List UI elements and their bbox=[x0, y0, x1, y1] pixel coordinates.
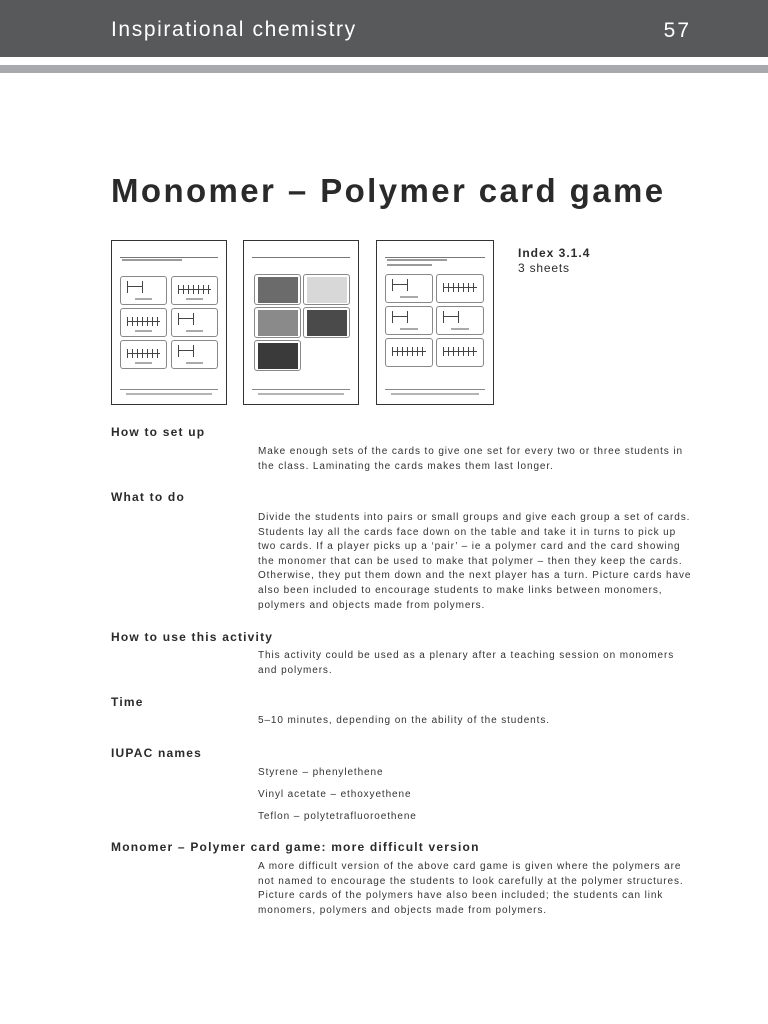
card-monomer bbox=[436, 306, 484, 335]
section-body-how-to-use: This activity could be used as a plenary after a teaching session on monomers and polymers. bbox=[258, 650, 675, 676]
section-body-time: 5–10 minutes, depending on the ability of the students. bbox=[258, 715, 550, 726]
card-polymer bbox=[436, 338, 484, 367]
book-title: Inspirational chemistry bbox=[111, 18, 357, 41]
index-number: Index 3.1.4 bbox=[518, 246, 591, 260]
iupac-name-item: Styrene – phenylethene bbox=[258, 767, 384, 778]
card-monomer bbox=[120, 276, 167, 305]
card-polymer bbox=[120, 340, 167, 369]
section-heading-difficult-version: Monomer – Polymer card game: more difficult version bbox=[111, 840, 480, 854]
card-monomer bbox=[171, 308, 218, 337]
picture-card bbox=[254, 340, 301, 371]
section-body-difficult-version: A more difficult version of the above card game is given where the polymers are not named to encourage the students to look carefully at the polymer structures. Picture cards of the polymers have also been included; the students can link monomers, polymers and objects made from polymers. bbox=[258, 861, 684, 916]
card-monomer bbox=[385, 274, 433, 303]
picture-card bbox=[303, 307, 350, 338]
iupac-name-item: Teflon – polytetrafluoroethene bbox=[258, 811, 417, 822]
page-header bbox=[0, 0, 768, 57]
page-number: 57 bbox=[663, 19, 691, 42]
card-polymer bbox=[120, 308, 167, 337]
picture-card bbox=[254, 274, 301, 305]
card-polymer bbox=[171, 276, 218, 305]
section-body-setup: Make enough sets of the cards to give one set for every two or three students in the class. Laminating the cards makes them last longer. bbox=[258, 446, 683, 472]
section-heading-time: Time bbox=[111, 695, 144, 709]
picture-card bbox=[303, 274, 350, 305]
sheet-thumbnail-3 bbox=[376, 240, 494, 405]
sheet-thumbnail-2 bbox=[243, 240, 359, 405]
section-heading-how-to-use: How to use this activity bbox=[111, 630, 274, 644]
sheet-thumbnail-1 bbox=[111, 240, 227, 405]
picture-card bbox=[254, 307, 301, 338]
header-divider bbox=[0, 65, 768, 73]
section-heading-what-to-do: What to do bbox=[111, 490, 185, 504]
card-polymer bbox=[385, 338, 433, 367]
iupac-name-item: Vinyl acetate – ethoxyethene bbox=[258, 789, 412, 800]
card-monomer bbox=[171, 340, 218, 369]
section-heading-setup: How to set up bbox=[111, 425, 206, 439]
sheet-count: 3 sheets bbox=[518, 261, 570, 275]
section-body-what-to-do: Divide the students into pairs or small groups and give each group a set of cards. Students lay all the cards face down on the table and take it in turns to pick up two cards. If a player picks up a ‘pair’ – ie a polymer card and the card showing the monomer that can be used to make that polymer – then they keep the cards. Otherwise, they put them down and the next player has a turn. Picture cards have also been included to encourage students to make links between monomers, polymers and objects made from polymers. bbox=[258, 512, 692, 611]
document-title: Monomer – Polymer card game bbox=[111, 172, 666, 209]
card-monomer bbox=[385, 306, 433, 335]
section-heading-iupac: IUPAC names bbox=[111, 746, 203, 760]
card-polymer bbox=[436, 274, 484, 303]
